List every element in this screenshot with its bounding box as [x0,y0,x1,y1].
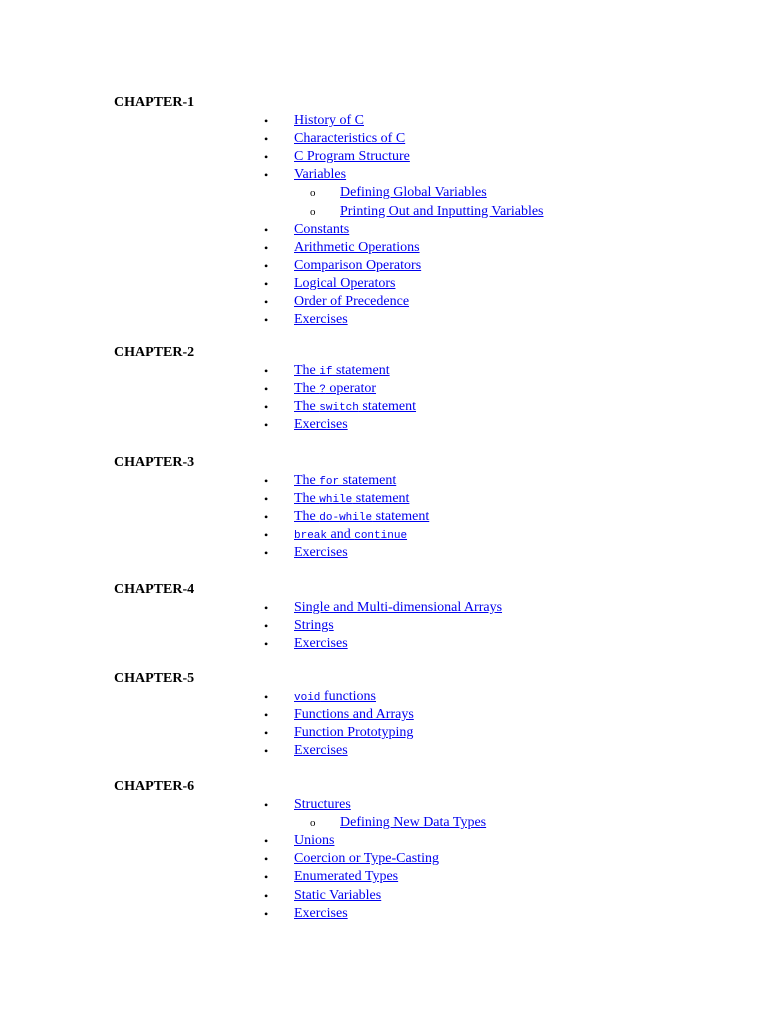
disc-bullet-icon [264,239,268,257]
link-text: Functions and Arrays [294,707,414,723]
toc-link[interactable] [294,742,348,760]
disc-bullet-icon [264,832,268,850]
disc-bullet-icon [264,130,268,148]
circle-bullet-icon [310,184,316,202]
code-text: continue [354,530,408,543]
toc-link[interactable] [294,526,407,545]
link-text: History of C [294,113,364,128]
toc-link[interactable] [294,850,439,868]
link-text: statement [372,509,430,525]
code-text: void [294,692,321,704]
toc-link[interactable] [294,796,351,814]
link-text: Structures [294,797,351,812]
link-text: Exercises [294,417,348,433]
link-text: functions [320,689,377,704]
disc-bullet-icon [264,868,268,886]
toc-link[interactable] [294,239,420,257]
link-text: Defining Global Variables [340,185,487,201]
link-text: statement [332,363,390,378]
link-text: The [294,381,320,397]
disc-bullet-icon [264,362,268,380]
circle-bullet-icon [310,814,316,832]
link-text: Arithmetic Operations [294,239,420,255]
toc-link[interactable] [294,380,376,399]
link-text: Coercion or Type-Casting [294,851,439,867]
disc-bullet-icon [264,472,268,490]
chapter-heading: CHAPTER-1 [114,95,195,110]
disc-bullet-icon [264,688,268,706]
toc-link[interactable] [294,416,348,434]
disc-bullet-icon [264,221,268,239]
disc-bullet-icon [264,599,268,617]
code-text: ? [319,384,326,397]
link-text: Logical Operators [294,275,396,291]
chapter-heading: CHAPTER-2 [114,345,195,360]
code-text: do-while [319,512,373,525]
chapter-heading: CHAPTER-3 [114,455,195,470]
link-text: Exercises [294,905,348,921]
toc-link[interactable] [294,724,413,742]
link-text: Defining New Data Types [340,815,487,831]
link-text: C Program Structure [294,149,410,165]
toc-link[interactable] [294,362,390,381]
code-text: while [319,494,353,507]
code-text: if [319,366,333,378]
link-text: Exercises [294,312,348,328]
link-text: statement [358,399,417,415]
disc-bullet-icon [264,416,268,434]
link-text: Exercises [294,636,348,652]
disc-bullet-icon [264,617,268,635]
code-text: for [319,476,340,488]
disc-bullet-icon [264,311,268,329]
toc-link[interactable] [294,275,395,293]
disc-bullet-icon [264,742,268,760]
toc-link[interactable] [294,868,398,886]
link-text: Characteristics of C [294,131,406,147]
disc-bullet-icon [264,526,268,544]
toc-link[interactable] [294,599,502,617]
toc-link[interactable] [294,832,334,850]
toc-link[interactable] [294,311,348,329]
toc-link[interactable] [294,112,364,130]
toc-link[interactable] [294,257,421,275]
toc-link[interactable] [294,130,405,148]
link-text: Function Prototyping [294,725,414,741]
link-text: Static Variables [294,887,382,903]
link-text: Single and Multi-dimensional Arrays [294,600,503,615]
toc-link[interactable] [294,905,348,923]
toc-link[interactable] [294,617,334,635]
toc-link[interactable] [294,688,376,707]
chapter-heading: CHAPTER-6 [114,779,195,794]
link-text: Exercises [294,743,348,759]
link-text: Comparison Operators [294,257,422,273]
disc-bullet-icon [264,850,268,868]
toc-link[interactable] [294,490,409,509]
toc-link[interactable] [340,184,487,202]
toc-link[interactable] [294,544,348,562]
disc-bullet-icon [264,635,268,653]
disc-bullet-icon [264,380,268,398]
link-text: The [294,399,320,415]
toc-link[interactable] [294,472,396,491]
toc-link[interactable] [294,148,410,166]
chapter-heading: CHAPTER-5 [114,671,195,686]
link-text: Enumerated Types [294,869,399,885]
toc-link[interactable] [294,293,409,311]
disc-bullet-icon [264,706,268,724]
toc-link[interactable] [340,814,486,832]
disc-bullet-icon [264,148,268,166]
circle-bullet-icon [310,203,316,221]
link-text: The [294,363,320,378]
link-text: Variables [294,167,347,183]
toc-link[interactable] [294,221,349,239]
disc-bullet-icon [264,887,268,905]
toc-link[interactable] [294,166,346,184]
link-text: Exercises [294,545,348,561]
disc-bullet-icon [264,275,268,293]
link-text: Printing Out and Inputting Variables [340,203,544,219]
disc-bullet-icon [264,544,268,562]
link-text: The [294,491,320,507]
link-text: Constants [294,221,350,237]
link-text: statement [339,473,397,488]
chapter-heading: CHAPTER-4 [114,582,195,597]
code-text: switch [319,402,359,415]
disc-bullet-icon [264,166,268,184]
toc-link[interactable] [294,706,414,724]
disc-bullet-icon [264,398,268,416]
disc-bullet-icon [264,508,268,526]
link-text: Strings [294,618,334,634]
disc-bullet-icon [264,724,268,742]
toc-link[interactable] [294,508,429,527]
link-text: The [294,473,320,488]
link-text: Order of Precedence [294,294,410,309]
toc-link[interactable] [340,203,544,221]
toc-link[interactable] [294,635,348,653]
disc-bullet-icon [264,293,268,311]
link-text: operator [325,381,377,397]
link-text: Unions [294,833,335,849]
link-text: The [294,509,320,525]
link-text: and [327,527,355,543]
toc-link[interactable] [294,398,416,417]
link-text: statement [352,491,410,507]
disc-bullet-icon [264,257,268,275]
toc-link[interactable] [294,887,381,905]
code-text: break [294,530,328,543]
disc-bullet-icon [264,905,268,923]
disc-bullet-icon [264,796,268,814]
disc-bullet-icon [264,112,268,130]
disc-bullet-icon [264,490,268,508]
